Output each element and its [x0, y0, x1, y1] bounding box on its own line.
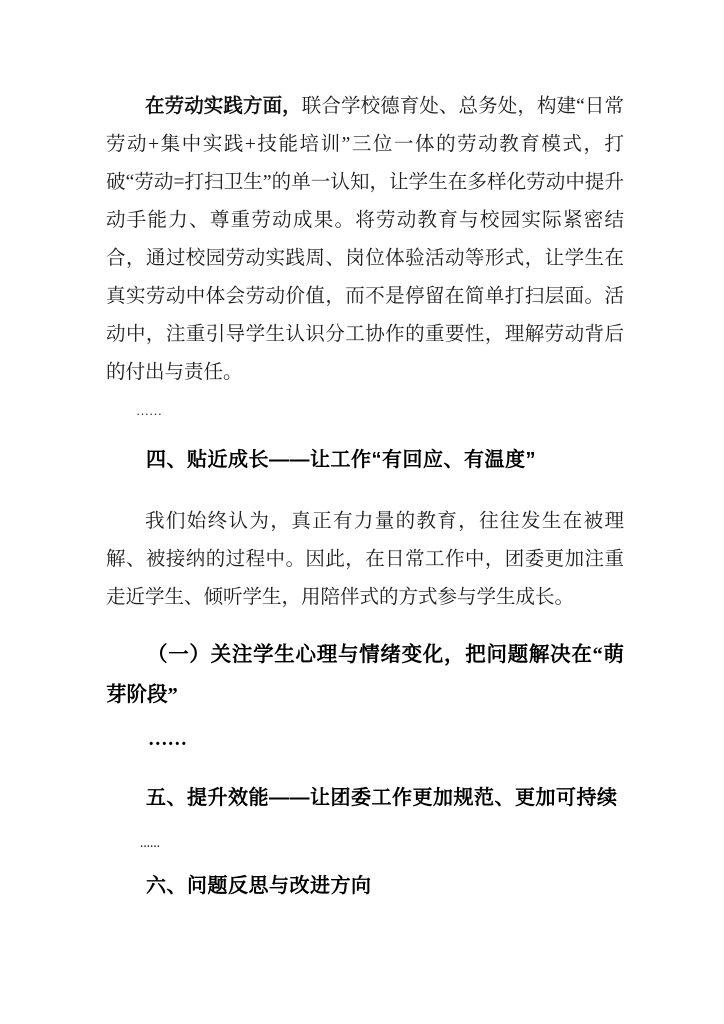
- section-heading-four: 四、贴近成长——让工作“有回应、有温度”: [146, 449, 536, 471]
- section-heading-six: 六、问题反思与改进方向: [146, 875, 372, 897]
- subsection-heading-four-one: （一）关注学生心理与情绪变化，把问题解决在“萌芽阶段”: [106, 644, 624, 706]
- ellipsis-placeholder-1: ……: [136, 403, 162, 418]
- ellipsis-placeholder-3: ……: [140, 839, 160, 850]
- ellipsis-placeholder-2: ……: [148, 729, 187, 750]
- paragraph-labor-practice: [106, 88, 624, 392]
- section-heading-five: 五、提升效能——让团委工作更加规范、更加可持续: [146, 787, 618, 809]
- paragraph-bold-lead: 在劳动实践方面，: [145, 96, 302, 117]
- paragraph-companionship: 我们始终认为，真正有力量的教育，往往发生在被理解、被接纳的过程中。因此，在日常工作中，团委更加注重走近学生、倾听学生，用陪伴式的方式参与学生成长。: [106, 511, 624, 608]
- paragraph-labor-practice-text: 联合学校德育处、总务处，构建“日常劳动+集中实践+技能培训”三位一体的劳动教育模式，打破“劳动=打扫卫生”的单一认知，让学生在多样化劳动中提升动手能力、尊重劳动成果。将劳动教育与校园实际紧密结合，通过校园劳动实践周、岗位体验活动等形式，让学生在真实劳动中体会劳动价值，而不是停留在简单打扫层面。活动中，注重引导学生认识分工协作的重要性，理解劳动背后的付出与责任。: [106, 96, 624, 383]
